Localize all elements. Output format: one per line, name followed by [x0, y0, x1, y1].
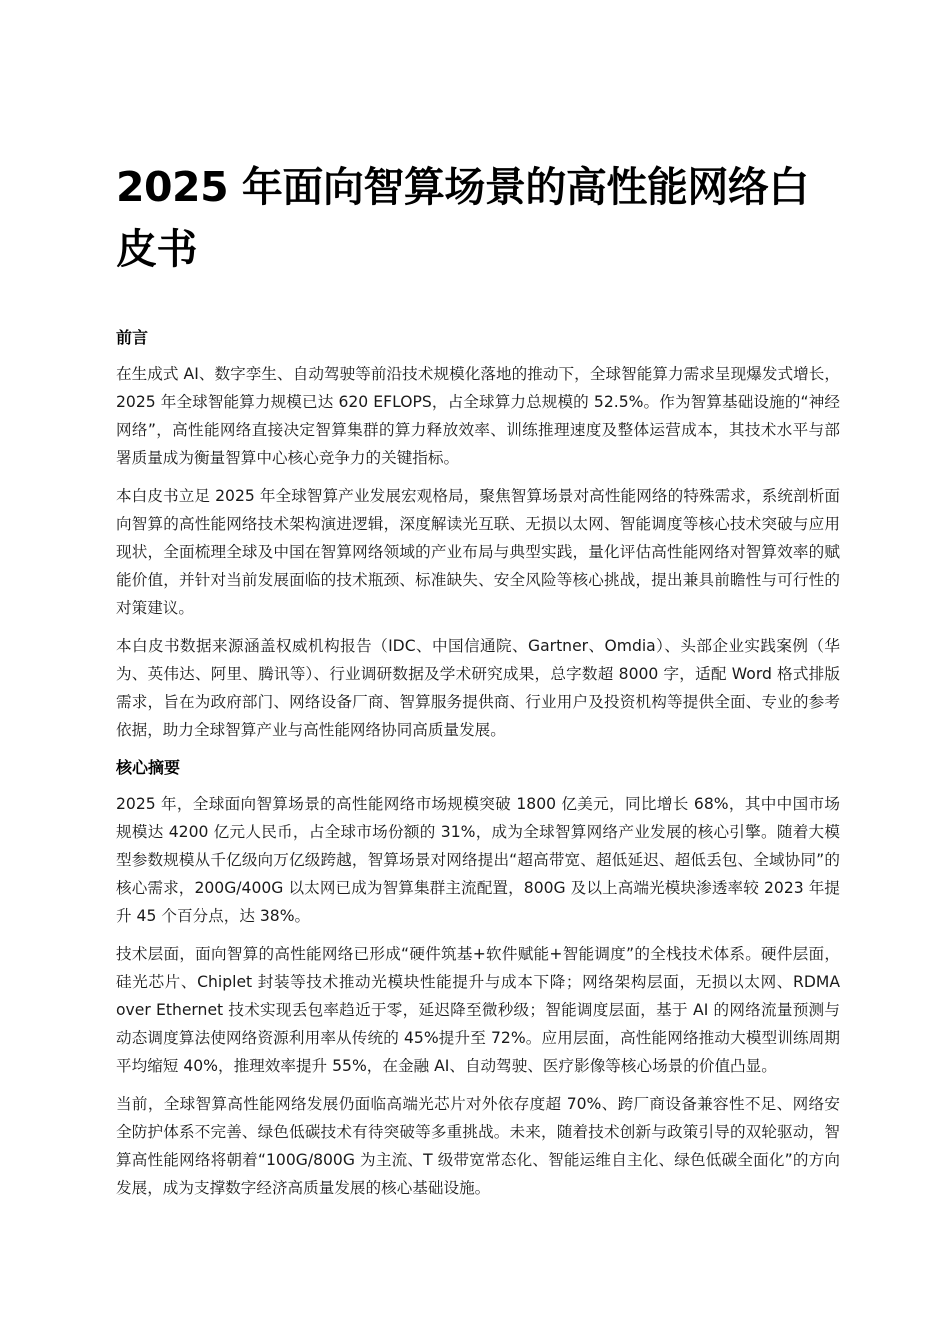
summary-paragraph-2: 技术层面，面向智算的高性能网络已形成“硬件筑基+软件赋能+智能调度”的全栈技术体系。硬件层面，硅光芯片、Chiplet 封装等技术推动光模块性能提升与成本下降；网络架构层面，无损以太网、RDMA over Ethernet 技术实现丢包率趋近于零，延迟降至微秒级；智能调度层面，基于 AI 的网络流量预测与动态调度算法使网络资源利用率从传统的 45%提升至 72%。应用层面，高性能网络推动大模型训练周期平均缩短 40%，推理效率提升 55%，在金融 AI、自动驾驶、医疗影像等核心场景的价值凸显。 [116, 945, 840, 1075]
summary-paragraph-3: 当前，全球智算高性能网络发展仍面临高端光芯片对外依存度超 70%、跨厂商设备兼容性不足、网络安全防护体系不完善、绿色低碳技术有待突破等多重挑战。未来，随着技术创新与政策引导的双轮驱动，智算高性能网络将朝着“100G/800G 为主流、T 级带宽常态化、智能运维自主化、绿色低碳全面化”的方向发展，成为支撑数字经济高质量发展的核心基础设施。 [116, 1095, 840, 1197]
preface-paragraph-2: 本白皮书立足 2025 年全球智算产业发展宏观格局，聚焦智算场景对高性能网络的特殊需求，系统剖析面向智算的高性能网络技术架构演进逻辑，深度解读光互联、无损以太网、智能调度等核心技术突破与应用现状，全面梳理全球及中国在智算网络领域的产业布局与典型实践，量化评估高性能网络对智算效率的赋能价值，并针对当前发展面临的技术瓶颈、标准缺失、安全风险等核心挑战，提出兼具前瞻性与可行性的对策建议。 [116, 487, 840, 617]
document-body [116, 156, 840, 1212]
summary-paragraph-1: 2025 年，全球面向智算场景的高性能网络市场规模突破 1800 亿美元，同比增长 68%，其中中国市场规模达 4200 亿元人民币，占全球市场份额的 31%，成为全球智算网络产业发展的核心引擎。随着大模型参数规模从千亿级向万亿级跨越，智算场景对网络提出“超高带宽、超低延迟、超低丢包、全域协同”的核心需求，200G/400G 以太网已成为智算集群主流配置，800G 及以上高端光模块渗透率较 2023 年提升 45 个百分点，达 38%。 [116, 795, 840, 925]
section-heading-preface: 前言 [116, 328, 149, 347]
preface-paragraph-3: 本白皮书数据来源涵盖权威机构报告（IDC、中国信通院、Gartner、Omdia）、头部企业实践案例（华为、英伟达、阿里、腾讯等）、行业调研数据及学术研究成果，总字数超 8000 字，适配 Word 格式排版需求，旨在为政府部门、网络设备厂商、智算服务提供商、行业用户及投资机构等提供全面、专业的参考依据，助力全球智算产业与高性能网络协同高质量发展。 [116, 637, 840, 739]
document-title: 2025 年面向智算场景的高性能网络白皮书 [116, 163, 809, 273]
section-heading-summary: 核心摘要 [116, 758, 181, 777]
preface-paragraph-1: 在生成式 AI、数字孪生、自动驾驶等前沿技术规模化落地的推动下，全球智能算力需求呈现爆发式增长，2025 年全球智能算力规模已达 620 EFLOPS，占全球算力总规模的 52.5%。作为智算基础设施的“神经网络”，高性能网络直接决定智算集群的算力释放效率、训练推理速度及整体运营成本，其技术水平与部署质量成为衡量智算中心核心竞争力的关键指标。 [116, 365, 840, 467]
